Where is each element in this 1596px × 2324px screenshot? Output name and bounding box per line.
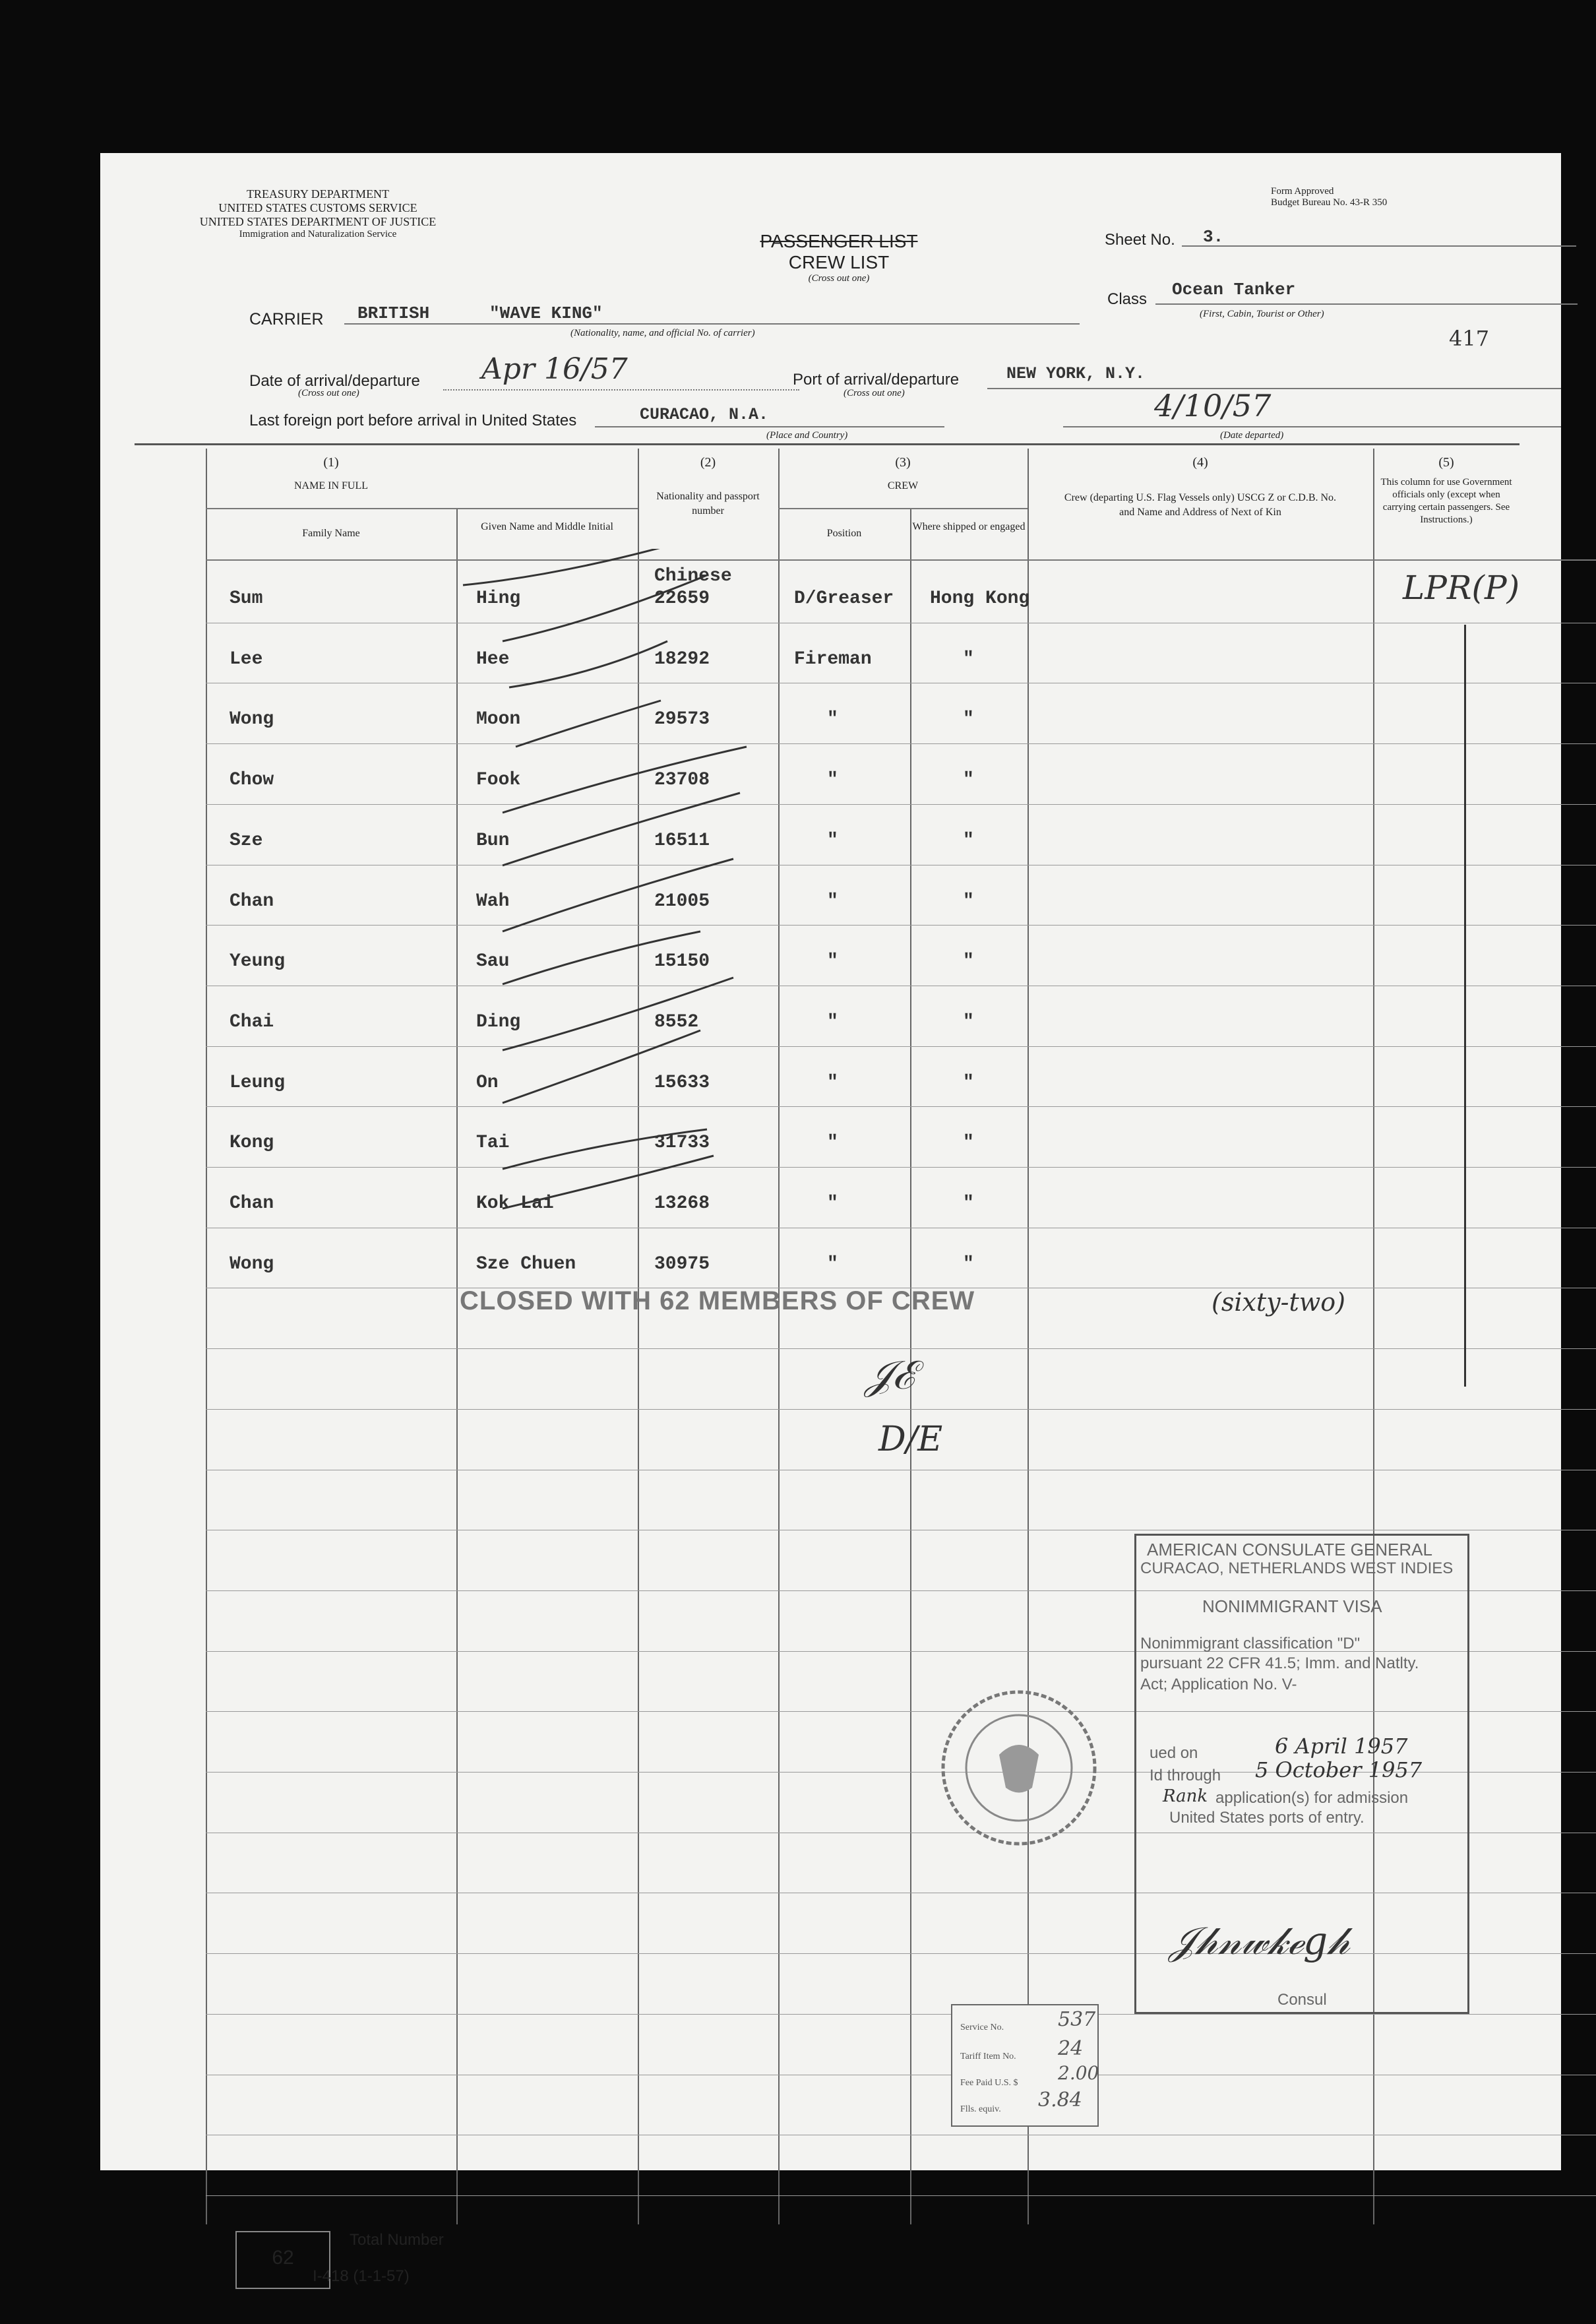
given-name: Wah — [476, 891, 510, 912]
stamp-line-2: CURACAO, NETHERLANDS WEST INDIES — [1140, 1559, 1454, 1577]
col1-number: (1) — [323, 455, 339, 470]
position: " — [827, 830, 838, 851]
row-rule — [206, 804, 1596, 805]
service-label: Service No. — [960, 2023, 1004, 2032]
col3-subrule — [778, 508, 1028, 509]
col2-title: Nationality and passport number — [656, 491, 760, 517]
passport-number: 13268 — [654, 1193, 710, 1214]
passport-number: 23708 — [654, 770, 710, 791]
lpr-annotation: LPR(P) — [1403, 569, 1520, 607]
passport-number: 22659 — [654, 588, 710, 609]
col2-number: (2) — [700, 455, 716, 470]
family-name: Wong — [230, 1253, 274, 1274]
col4-title: Crew (departing U.S. Flag Vessels only) USCG Z or C.D.B. No. and Name and Address of Next of Kin — [1064, 492, 1337, 518]
shipped-location: " — [963, 709, 974, 730]
carrier-rule — [344, 323, 1080, 325]
port-value: NEW YORK, N.Y. — [1006, 364, 1146, 383]
lpr-bracket — [1464, 625, 1466, 1387]
header-divider — [135, 443, 1519, 445]
col5-title: This column for use Government officials only (except when carrying certain passengers. See Instructions.) — [1380, 477, 1512, 525]
sheet-value: 3. — [1203, 227, 1224, 247]
row-rule — [206, 1106, 1596, 1107]
fls-value: 3.84 — [1038, 2088, 1082, 2112]
row-rule — [206, 1348, 1596, 1349]
position: " — [827, 1011, 838, 1032]
position: Fireman — [794, 648, 872, 670]
col5-number: (5) — [1438, 455, 1454, 470]
passport-number: 18292 — [654, 648, 710, 670]
form-approved-label: Form Approved — [1271, 186, 1334, 197]
position: " — [827, 709, 838, 730]
passport-number: 15633 — [654, 1072, 710, 1093]
table-left-border — [206, 449, 207, 2224]
position: " — [827, 770, 838, 791]
stamp-line-9: application(s) for admission — [1215, 1789, 1409, 1807]
family-name: Sze — [230, 830, 263, 851]
passport-number: 30975 — [654, 1253, 710, 1274]
shipped-location: " — [963, 648, 974, 670]
passport-number: 29573 — [654, 709, 710, 730]
position: " — [827, 951, 838, 972]
last-port-label: Last foreign port before arrival in United States — [249, 412, 577, 429]
family-name: Chan — [230, 891, 274, 912]
position: " — [827, 891, 838, 912]
last-port-rule — [595, 426, 944, 427]
shipped-location: " — [963, 1011, 974, 1032]
given-name: Sau — [476, 951, 510, 972]
agency-block — [186, 187, 450, 240]
family-name: Kong — [230, 1133, 274, 1154]
stamp-issued-date: 6 April 1957 — [1275, 1734, 1408, 1759]
col4-number: (4) — [1192, 455, 1208, 470]
total-label: Total Number — [350, 2231, 444, 2249]
given-name-header: Given Name and Middle Initial — [481, 521, 613, 532]
given-name: Fook — [476, 770, 521, 791]
sheet-label: Sheet No. — [1105, 231, 1175, 249]
date-hint: (Cross out one) — [298, 388, 359, 398]
agency-line-1: TREASURY DEPARTMENT — [246, 187, 390, 201]
family-name: Sum — [230, 588, 263, 609]
consul-label: Consul — [1277, 1991, 1327, 2009]
list-title — [714, 231, 964, 284]
stamp-rank: Rank — [1163, 1786, 1208, 1806]
col-divider-4 — [1028, 449, 1029, 2224]
given-name: On — [476, 1072, 499, 1093]
given-name: Kok Lai — [476, 1193, 554, 1214]
tariff-value: 24 — [1058, 2037, 1084, 2060]
form-approved — [1271, 186, 1387, 208]
passport-number: 16511 — [654, 830, 710, 851]
position-header: Position — [826, 528, 862, 539]
col3-number: (3) — [895, 455, 911, 470]
family-name: Wong — [230, 709, 274, 730]
col3-title: CREW — [887, 480, 919, 491]
position: D/Greaser — [794, 588, 894, 609]
service-value: 537 — [1058, 2008, 1096, 2031]
closed-handwritten: (sixty-two) — [1212, 1288, 1345, 1317]
row-rule — [206, 1046, 1596, 1047]
class-label: Class — [1107, 290, 1148, 308]
given-name: Hing — [476, 588, 521, 609]
officer-signature: 𝒥ℰ — [865, 1352, 915, 1398]
port-hint: (Cross out one) — [844, 388, 905, 398]
tariff-label: Tariff Item No. — [960, 2052, 1016, 2061]
header-bottom-rule — [206, 559, 1596, 561]
shipped-location: " — [963, 1193, 974, 1214]
carrier-name: "WAVE KING" — [489, 303, 603, 323]
carrier-hint: (Nationality, name, and official No. of carrier) — [570, 328, 755, 338]
shipped-location: " — [963, 1072, 974, 1093]
family-name: Chan — [230, 1193, 274, 1214]
position: " — [827, 1253, 838, 1274]
consulate-seal — [936, 1682, 1101, 1854]
row-rule — [206, 1167, 1596, 1168]
shipped-location: " — [963, 1133, 974, 1154]
stamp-line-10: United States ports of entry. — [1169, 1809, 1365, 1827]
given-name: Sze Chuen — [476, 1253, 576, 1274]
col1-subrule — [206, 508, 638, 509]
fee-label: Fee Paid U.S. $ — [960, 2078, 1018, 2088]
shipped-location: " — [963, 891, 974, 912]
last-port-value: CURACAO, N.A. — [640, 405, 769, 424]
stamp-line-4: Nonimmigrant classification "D" — [1140, 1635, 1361, 1652]
closed-stamp: CLOSED WITH 62 MEMBERS OF CREW — [460, 1286, 975, 1315]
class-value: Ocean Tanker — [1172, 280, 1296, 299]
agency-line-4: Immigration and Naturalization Service — [239, 229, 397, 239]
row-rule — [206, 925, 1596, 926]
budget-bureau: Budget Bureau No. 43-R 350 — [1271, 197, 1388, 208]
consulate-stamp — [1134, 1534, 1469, 2014]
given-name: Moon — [476, 709, 521, 730]
sheet-rule — [1182, 245, 1576, 247]
passport-number: 8552 — [654, 1011, 699, 1032]
shipped-location: Hong Kong — [930, 588, 1030, 609]
form-number: I-418 (1-1-57) — [313, 2267, 410, 2285]
given-name: Bun — [476, 830, 510, 851]
fee-value: 2.00 — [1058, 2062, 1099, 2084]
given-name: Ding — [476, 1011, 521, 1032]
date-value: Apr 16/57 — [481, 352, 628, 386]
family-name: Yeung — [230, 951, 286, 972]
passport-number: 31733 — [654, 1133, 710, 1154]
shipped-location: " — [963, 770, 974, 791]
port-rule — [987, 388, 1561, 389]
passport-number: 15150 — [654, 951, 710, 972]
page-number-417: 417 — [1449, 326, 1490, 351]
passenger-list-title: PASSENGER LIST — [760, 231, 918, 251]
port-label: Port of arrival/departure — [793, 371, 960, 389]
stamp-valid-date: 5 October 1957 — [1255, 1757, 1423, 1782]
family-name: Chow — [230, 770, 274, 791]
stamp-line-6: Act; Application No. V- — [1140, 1676, 1297, 1693]
fee-box — [951, 2004, 1099, 2127]
stamp-line-5: pursuant 22 CFR 41.5; Imm. and Natlty. — [1140, 1654, 1419, 1672]
nationality: Chinese — [654, 566, 732, 586]
shipped-location: " — [963, 951, 974, 972]
departed-rule — [1063, 426, 1561, 427]
row-rule — [206, 2195, 1596, 2196]
date-rule — [443, 389, 799, 391]
date-label: Date of arrival/departure — [249, 372, 420, 390]
class-rule — [1155, 303, 1578, 305]
total-value: 62 — [272, 2247, 294, 2269]
stamp-line-3: NONIMMIGRANT VISA — [1202, 1596, 1382, 1616]
carrier-label: CARRIER — [249, 310, 324, 329]
row-rule — [206, 1409, 1596, 1410]
consul-signature: 𝒥𝒽𝓃𝓌𝓀ℯ𝑔𝒽 — [1169, 1918, 1350, 1963]
departed-value: 4/10/57 — [1154, 388, 1272, 424]
row-rule — [206, 743, 1596, 744]
departed-hint: (Date departed) — [1220, 430, 1284, 441]
position: " — [827, 1133, 838, 1154]
shipped-header: Where shipped or engaged — [912, 521, 1026, 532]
given-name: Tai — [476, 1133, 510, 1154]
family-name: Leung — [230, 1072, 286, 1093]
family-name: Lee — [230, 648, 263, 670]
shipped-location: " — [963, 830, 974, 851]
shipped-location: " — [963, 1253, 974, 1274]
crew-list-title: CREW LIST — [788, 252, 890, 272]
family-name-header: Family Name — [302, 528, 360, 539]
cancellation-strokes — [430, 549, 799, 1459]
fls-label: Flls. equiv. — [960, 2104, 1001, 2114]
carrier-nationality: BRITISH — [357, 303, 430, 323]
passport-number: 21005 — [654, 891, 710, 912]
cross-out-note: (Cross out one) — [808, 273, 870, 284]
agency-line-2: UNITED STATES CUSTOMS SERVICE — [218, 201, 417, 214]
col1-title: NAME IN FULL — [294, 480, 368, 491]
family-name: Chai — [230, 1011, 274, 1032]
document-page — [100, 153, 1561, 2285]
last-port-hint: (Place and Country) — [766, 430, 848, 441]
initials: D/E — [878, 1420, 943, 1459]
position: " — [827, 1072, 838, 1093]
given-name: Hee — [476, 648, 510, 670]
stamp-line-1: AMERICAN CONSULATE GENERAL — [1147, 1540, 1432, 1559]
stamp-line-7: ued on — [1150, 1744, 1198, 1762]
agency-line-3: UNITED STATES DEPARTMENT OF JUSTICE — [199, 215, 437, 228]
position: " — [827, 1193, 838, 1214]
stamp-line-8: Id through — [1150, 1767, 1221, 1784]
class-hint: (First, Cabin, Tourist or Other) — [1200, 309, 1324, 319]
